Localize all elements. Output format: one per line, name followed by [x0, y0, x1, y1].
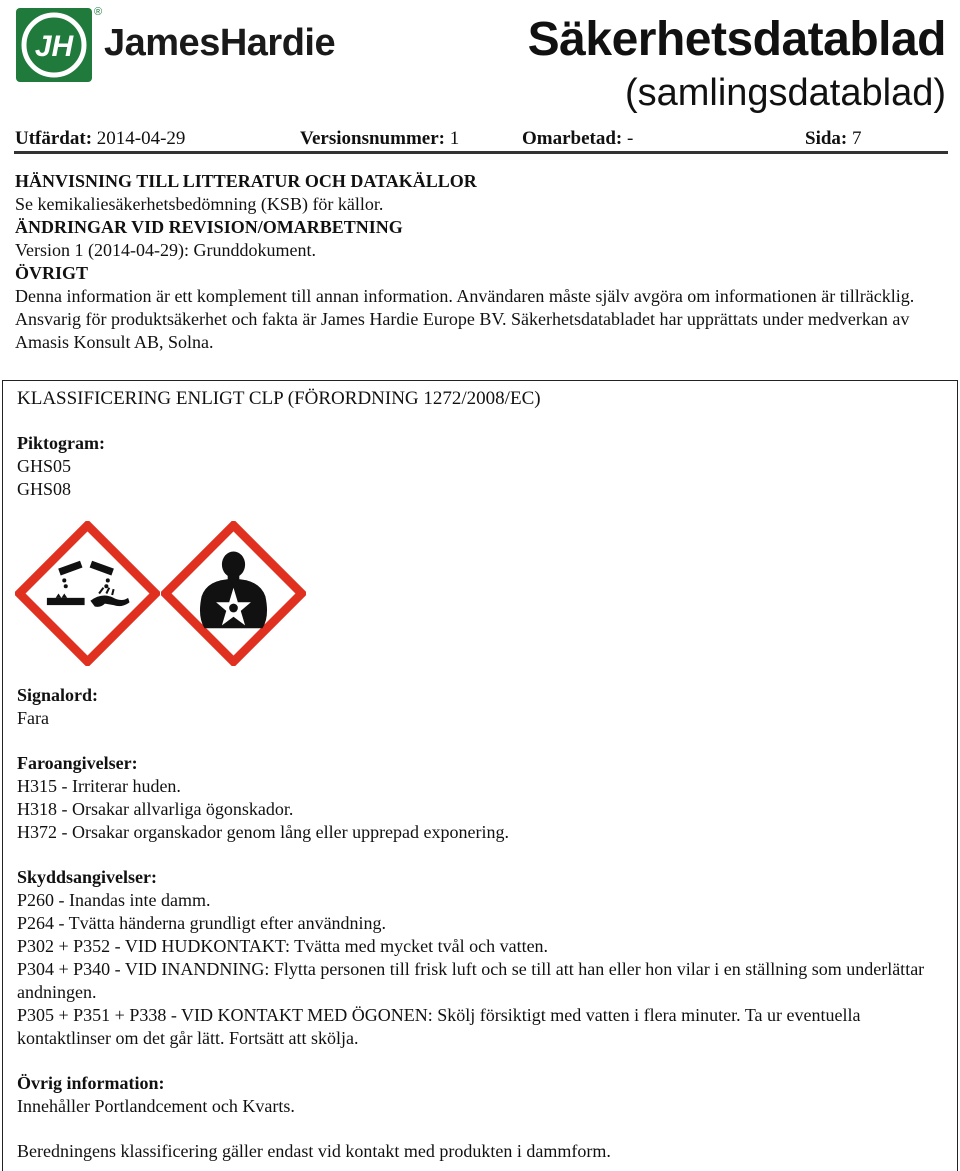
signal-word-value: Fara	[17, 708, 49, 728]
svg-text:JH: JH	[34, 30, 74, 63]
pictogram-label: Piktogram:	[17, 433, 105, 453]
classification-title: KLASSIFICERING ENLIGT CLP (FÖRORDNING 1272/2008/EC)	[17, 388, 541, 409]
hazard-statement: H315 - Irriterar huden.	[17, 776, 181, 796]
signal-word-label: Signalord:	[17, 685, 99, 705]
brand-name: JamesHardie	[104, 22, 336, 64]
document-title: Säkerhetsdatablad	[527, 13, 946, 66]
revised-value: -	[627, 128, 634, 149]
other-heading: ÖVRIGT	[15, 263, 89, 283]
registered-mark: ®	[94, 6, 103, 18]
classification-footnote: Beredningens klassificering gäller endast vid kontakt med produkten i dammform.	[17, 1141, 611, 1161]
other-info-text: Innehåller Portlandcement och Kvarts.	[17, 1096, 295, 1116]
james-hardie-logo	[16, 8, 92, 82]
precaution-statement: P305 + P351 + P338 - VID KONTAKT MED ÖGONEN: Skölj försiktigt med vatten i flera minuter. Ta ur eventuella kontaktlinser om det går lätt. Fortsätt att skölja.	[17, 1005, 861, 1048]
precaution-statements-label: Skyddsangivelser:	[17, 867, 158, 887]
page-label: Sida:	[805, 128, 848, 149]
issued-label: Utfärdat:	[15, 128, 93, 149]
pictogram-row	[15, 521, 315, 666]
meta-revised	[522, 128, 633, 150]
precaution-statement: P264 - Tvätta händerna grundligt efter användning.	[17, 913, 387, 933]
page-value: 7	[852, 128, 862, 149]
precaution-statement: P304 + P340 - VID INANDNING: Flytta personen till frisk luft och se till att han eller hon vilar i en ställning som underlättar andningen.	[17, 959, 925, 1002]
meta-version	[300, 128, 459, 150]
version-label: Versionsnummer:	[300, 128, 445, 149]
hazard-statements-label: Faroangivelser:	[17, 753, 138, 773]
references-heading: HÄNVISNING TILL LITTERATUR OCH DATAKÄLLOR	[15, 171, 477, 191]
meta-page	[805, 128, 862, 150]
health-hazard-icon	[161, 521, 306, 666]
revised-label: Omarbetad:	[522, 128, 623, 149]
references-text: Se kemikaliesäkerhetsbedömning (KSB) för källor.	[15, 194, 384, 214]
classification-top	[17, 384, 945, 501]
meta-issued	[15, 128, 185, 150]
hazard-statement: H318 - Orsakar allvarliga ögonskador.	[17, 799, 294, 819]
document-sections	[15, 170, 945, 354]
corrosion-icon	[15, 521, 160, 666]
header-divider	[14, 151, 948, 154]
precaution-statement: P260 - Inandas inte damm.	[17, 890, 211, 910]
classification-box	[2, 380, 958, 1171]
pictogram-code: GHS05	[17, 456, 72, 476]
precaution-statement: P302 + P352 - VID HUDKONTAKT: Tvätta med mycket tvål och vatten.	[17, 936, 549, 956]
other-info-label: Övrig information:	[17, 1073, 165, 1093]
document-subtitle: (samlingsdatablad)	[624, 72, 946, 114]
version-value: 1	[449, 128, 460, 149]
revisions-text: Version 1 (2014-04-29): Grunddokument.	[15, 240, 316, 260]
issued-value: 2014-04-29	[96, 128, 186, 149]
revisions-heading: ÄNDRINGAR VID REVISION/OMARBETNING	[15, 217, 403, 237]
hazard-statement: H372 - Orsakar organskador genom lång eller upprepad exponering.	[17, 822, 510, 842]
other-text: Denna information är ett komplement till annan information. Användaren måste själv avgöra om informationen är tillräcklig. Ansvarig för produktsäkerhet och fakta är James Hardie Europe BV. Säkerhetsdatabladet har upprättats under medverkan av Amasis Konsult AB, Solna.	[15, 286, 915, 352]
pictogram-code: GHS08	[17, 479, 72, 499]
classification-details	[17, 684, 945, 1163]
